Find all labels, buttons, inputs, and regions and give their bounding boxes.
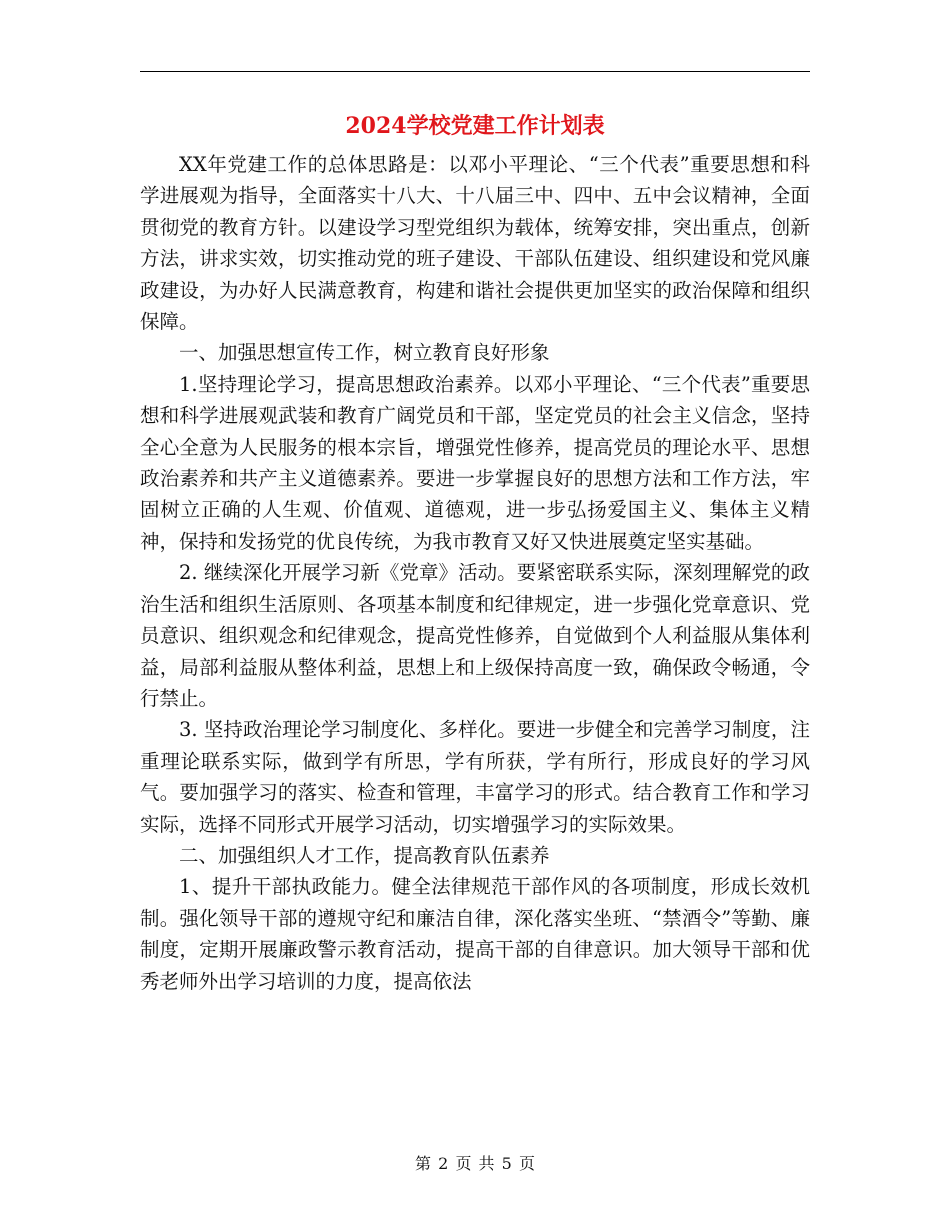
footer-page-number: 2 <box>438 1154 449 1173</box>
section-heading-2: 二、加强组织人才工作，提高教育队伍素养 <box>179 843 550 867</box>
paragraph-2-1: 1、提升干部执政能力。健全法律规范干部作风的各项制度，形成长效机制。强化领导干部的遵规守纪和廉洁自律，深化落实坐班、“禁酒令”等勤、廉制度，定期开展廉政警示教育活动，提高干部的自律意识。加大领导干部和优秀老师外出学习培训的力度，提高依法 <box>140 875 810 993</box>
paragraph-intro: XX年党建工作的总体思路是：以邓小平理论、“三个代表”重要思想和科学进展观为指导，全面落实十八大、十八届三中、四中、五中会议精神，全面贯彻党的教育方针。以建设学习型党组织为载体，统筹安排，突出重点，创新方法，讲求实效，切实推动党的班子建设、干部队伍建设、组织建设和党风廉政建设，为办好人民满意教育，构建和谐社会提供更加坚实的政治保障和组织保障。 <box>140 153 810 334</box>
footer-total-pages: 5 <box>501 1154 512 1173</box>
paragraph-1-3: 3. 坚持政治理论学习制度化、多样化。要进一步健全和完善学习制度，注重理论联系实际，做到学有所思，学有所获，学有所行，形成良好的学习风气。要加强学习的落实、检查和管理，丰富学习的形式。结合教育工作和学习实际，选择不同形式开展学习活动，切实增强学习的实际效果。 <box>140 718 810 836</box>
footer-prefix: 第 <box>415 1154 432 1173</box>
footer-suffix: 页 <box>518 1154 535 1173</box>
paragraph-1-2: 2. 继续深化开展学习新《党章》活动。要紧密联系实际，深刻理解党的政治生活和组织生活原则、各项基本制度和纪律规定，进一步强化党章意识、党员意识、组织观念和纪律观念，提高党性修养，自觉做到个人利益服从集体利益，局部利益服从整体利益，思想上和上级保持高度一致，确保政令畅通，令行禁止。 <box>140 561 810 710</box>
footer-total-word: 共 <box>478 1154 495 1173</box>
paragraph-1-1: 1.坚持理论学习，提高思想政治素养。以邓小平理论、“三个代表”重要思想和科学进展观武装和教育广阔党员和干部，坚定党员的社会主义信念，坚持全心全意为人民服务的根本宗旨，增强党性修养，提高党员的理论水平、思想政治素养和共产主义道德素养。要进一步掌握良好的思想方法和工作方法，牢固树立正确的人生观、价值观、道德观，进一步弘扬爱国主义、集体主义精神，保持和发扬党的优良传统，为我市教育又好又快进展奠定坚实基础。 <box>140 372 810 553</box>
page-footer <box>140 1152 810 1176</box>
header-rule <box>140 71 810 72</box>
document-body <box>140 149 810 997</box>
footer-page-word: 页 <box>455 1154 472 1173</box>
section-heading-1: 一、加强思想宣传工作，树立教育良好形象 <box>179 341 550 365</box>
document-title: 2024学校党建工作计划表 <box>345 113 605 139</box>
